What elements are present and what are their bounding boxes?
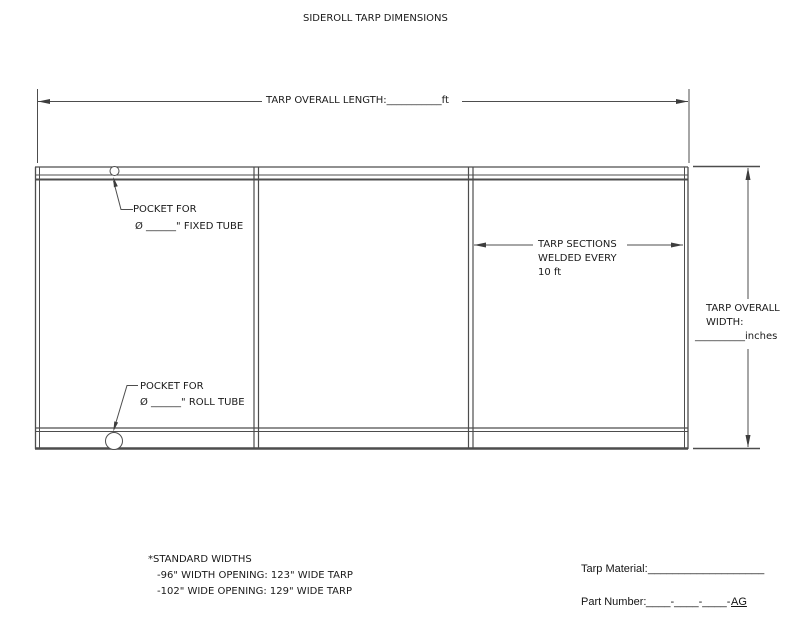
overall-width-label-line3: __________inches (695, 331, 778, 342)
fixed-tube-circle (110, 167, 119, 176)
roll-tube-circle (106, 433, 123, 450)
length-arrow-right (676, 99, 688, 104)
fixed-pocket-label-line1: POCKET FOR (133, 204, 197, 215)
roll-pocket-leader (113, 386, 138, 432)
fixed-pocket-leader (113, 177, 133, 210)
standard-widths-item2: -102" WIDE OPENING: 129" WIDE TARP (157, 586, 352, 597)
sections-arrow-left (474, 243, 486, 248)
overall-length-label: TARP OVERALL LENGTH:___________ft (266, 95, 449, 106)
tarp-material-label: Tarp Material: (581, 563, 648, 575)
standard-widths-item1: -96" WIDTH OPENING: 123" WIDE TARP (157, 570, 353, 581)
sections-arrow-right (671, 243, 683, 248)
sections-label-line3: 10 ft (538, 267, 562, 278)
fixed-pocket-label-line2: Ø ______" FIXED TUBE (135, 221, 244, 232)
tarp-material-blank: ___________________ (648, 563, 765, 575)
standard-widths-heading: *STANDARD WIDTHS (148, 554, 252, 565)
length-arrow-left (38, 99, 50, 104)
width-arrow-down (746, 435, 751, 448)
overall-width-label-line2: WIDTH: (706, 317, 744, 328)
sections-label-line1: TARP SECTIONS (538, 239, 617, 250)
roll-pocket-label-line1: POCKET FOR (140, 381, 204, 392)
drawing-title: SIDEROLL TARP DIMENSIONS (303, 13, 448, 24)
part-number-label: Part Number: (581, 596, 647, 608)
part-number-blanks: ____-____-____- (646, 596, 731, 608)
width-arrow-up (746, 168, 751, 181)
roll-pocket-label-line2: Ø ______" ROLL TUBE (140, 397, 245, 408)
sections-label-line2: WELDED EVERY (538, 253, 617, 264)
roll-pocket-leader-arrow (113, 421, 118, 431)
overall-width-label-line1: TARP OVERALL (706, 303, 780, 314)
part-number-suffix: AG (731, 596, 747, 608)
